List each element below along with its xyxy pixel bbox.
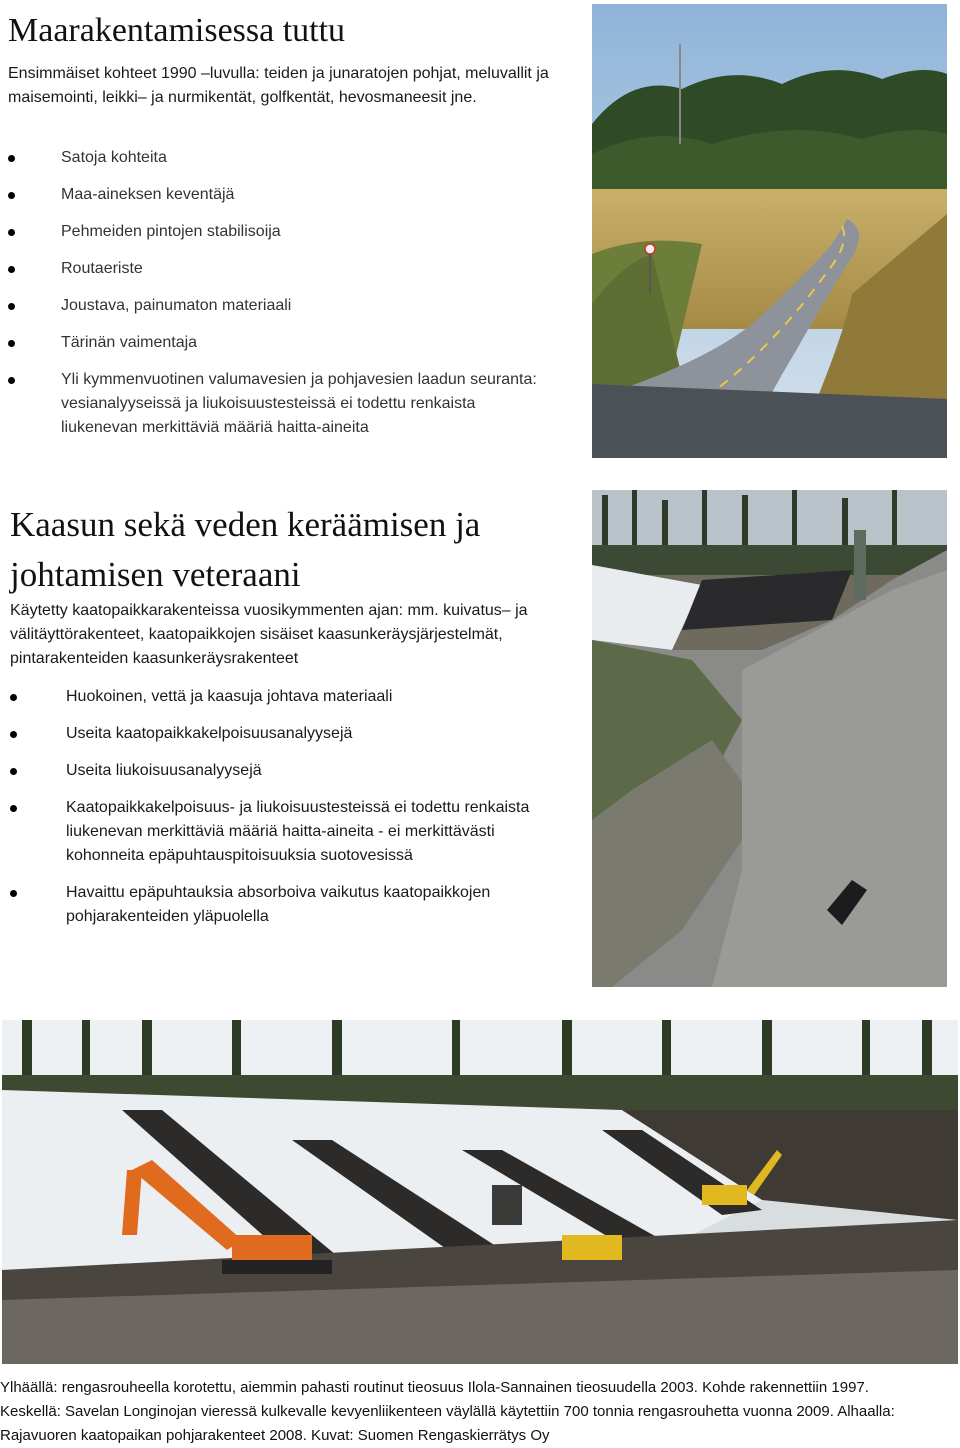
- list-item: Yli kymmenvuotinen valumavesien ja pohjavesien laadun seuranta: vesianalyyseissä ja liukoisuustesteissä ei todettu renkaista liukenevan merkittäviä määriä haitta-aineita: [61, 368, 551, 440]
- list-item: Joustava, painumaton materiaali: [61, 294, 551, 318]
- bullet-icon: [10, 805, 17, 812]
- list-item: Havaittu epäpuhtauksia absorboiva vaikutus kaatopaikkojen pohjarakenteiden yläpuolella: [66, 881, 566, 929]
- list-item: Maa-aineksen keventäjä: [61, 183, 551, 207]
- bullet-icon: [8, 155, 15, 162]
- photo-road-through-fields: [592, 4, 947, 458]
- section-intro-maarakentaminen: Ensimmäiset kohteet 1990 –luvulla: teiden ja junaratojen pohjat, meluvallit ja maisemointi, leikki– ja nurmikentät, golfkentät, hevosmaneesit jne.: [8, 65, 549, 106]
- section-title-maarakentaminen: Maarakentamisessa tuttu: [8, 12, 346, 49]
- list-item: Pehmeiden pintojen stabilisoija: [61, 220, 551, 244]
- list-item: Kaatopaikkakelpoisuus- ja liukoisuustesteissä ei todettu renkaista liukenevan merkittäviä määriä haitta-aineita - ei merkittävästi kohonneita epäpuhtauspitoisuuksia suotovesissä: [66, 796, 566, 868]
- bullet-icon: [8, 229, 15, 236]
- bullet-icon: [10, 890, 17, 897]
- bullet-list-maarakentaminen: [61, 146, 551, 453]
- photo-landfill-gravel-trench: [592, 490, 947, 987]
- bullet-icon: [8, 266, 15, 273]
- list-item: Useita kaatopaikkakelpoisuusanalyysejä: [66, 722, 566, 746]
- bullet-icon: [8, 192, 15, 199]
- bullet-icon: [8, 303, 15, 310]
- photo-caption: [0, 1376, 960, 1448]
- bullet-icon: [10, 731, 17, 738]
- caption-line: Ylhäällä: rengasrouheella korotettu, aiemmin pahasti routinut tieosuus Ilola-Sannainen tieosuudella 2003. Kohde rakennettiin 1997.: [0, 1379, 869, 1396]
- bullet-icon: [8, 377, 15, 384]
- caption-line: Keskellä: Savelan Longinojan vieressä kulkevalle kevyenliikenteen väylällä käytettiin 700 tonnia rengasrouhetta vuonna 2009. Alhaalla: Rajavuoren kaatopaikan pohjarakenteet 2008. Kuvat: Suomen Rengaskierrätys Oy: [0, 1403, 895, 1444]
- list-item: Useita liukoisuusanalyysejä: [66, 759, 566, 783]
- bullet-icon: [10, 694, 17, 701]
- section-intro-kaasu-vesi: Käytetty kaatopaikkarakenteissa vuosikymmenten ajan: mm. kuivatus– ja välitäyttörakenteet, kaatopaikkojen sisäiset kaasunkeräysjärjestelmät, pintarakenteiden kaasunkeräysrakenteet: [10, 602, 528, 667]
- bullet-icon: [10, 768, 17, 775]
- list-item: Routaeriste: [61, 257, 551, 281]
- list-item: Huokoinen, vettä ja kaasuja johtava materiaali: [66, 685, 566, 709]
- list-item: Satoja kohteita: [61, 146, 551, 170]
- photo-excavators-tire-landfill: [2, 1020, 958, 1364]
- list-item: Tärinän vaimentaja: [61, 331, 551, 355]
- bullet-icon: [8, 340, 15, 347]
- section-title-kaasu-vesi: Kaasun sekä veden keräämisen ja johtamisen veteraani: [10, 505, 481, 594]
- bullet-list-kaasu-vesi: [66, 685, 566, 942]
